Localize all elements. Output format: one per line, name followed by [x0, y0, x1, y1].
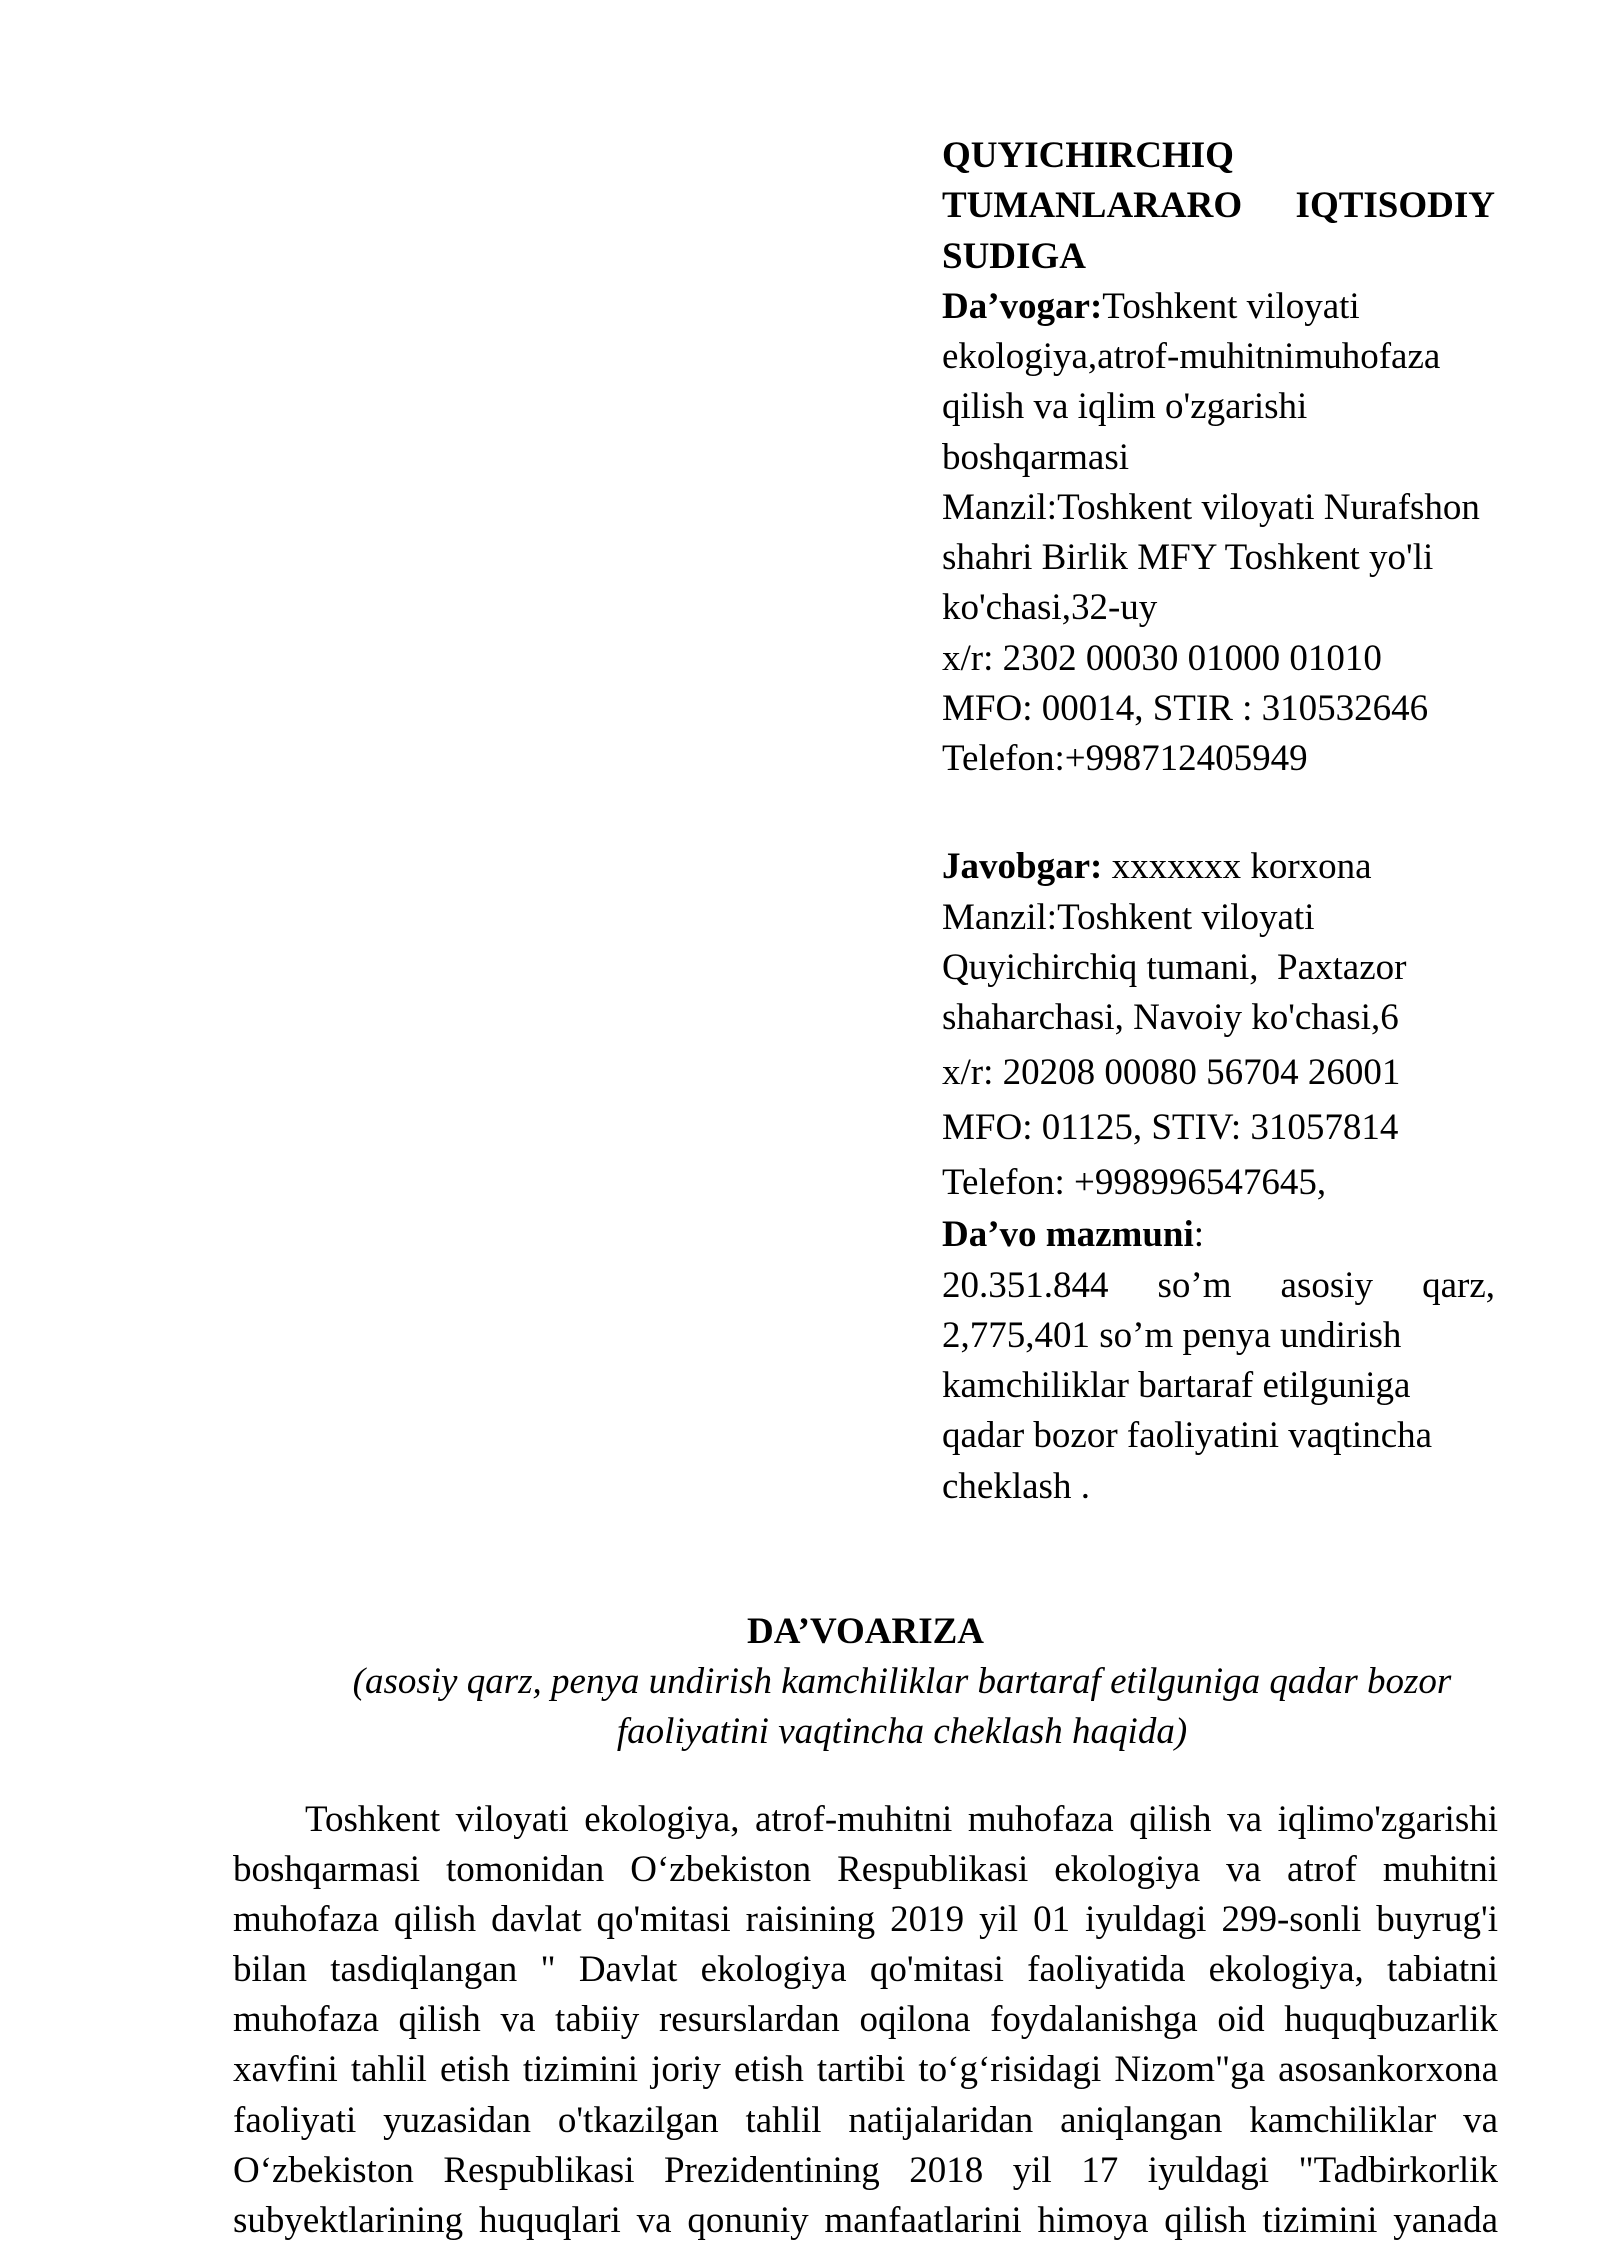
- plaintiff-name-line: boshqarmasi: [942, 436, 1130, 478]
- defendant-address-line: Quyichirchiq tumani, Paxtazor: [942, 946, 1407, 988]
- body-line: O‘zbekiston Respublikasi Prezidentining 2018 yil 17 iyuldagi "Tadbirkorlik: [233, 2149, 1498, 2191]
- subtitle-line: (asosiy qarz, penya undirish kamchiliklar bartaraf etilguniga qadar bozor: [352, 1661, 1452, 1702]
- plaintiff-address-line: shahri Birlik MFY Toshkent yo'li: [942, 537, 1434, 578]
- body-line: bilan tasdiqlangan " Davlat ekologiya qo'mitasi faoliyatida ekologiya, tabiatni: [233, 1949, 1498, 1991]
- body-paragraph: [233, 1795, 1498, 2246]
- claim-subject-label: Da’vo mazmuni: [942, 1214, 1194, 1256]
- plaintiff-name: Toshkent viloyati: [1102, 285, 1360, 327]
- defendant-name: xxxxxxx korxona: [1111, 846, 1372, 888]
- defendant-address-line: shaharchasi, Navoiy ko'chasi,6: [942, 997, 1399, 1038]
- body-line: boshqarmasi tomonidan O‘zbekiston Respublikasi ekologiya va atrof muhitni: [233, 1849, 1498, 1891]
- addressee-block: [942, 131, 1495, 1512]
- court-name-line: SUDIGA: [942, 235, 1086, 277]
- defendant-account: x/r: 20208 00080 56704 26001: [942, 1052, 1401, 1094]
- defendant-phone: Telefon: +998996547645,: [942, 1162, 1327, 1204]
- plaintiff-name-line: qilish va iqlim o'zgarishi: [942, 386, 1308, 428]
- plaintiff-name-line: ekologiya,atrof-muhitnimuhofaza: [942, 336, 1441, 377]
- subtitle-line: faoliyatini vaqtincha cheklash haqida): [616, 1711, 1188, 1752]
- claim-subject-line: cheklash .: [942, 1465, 1090, 1507]
- plaintiff-bank-ids: MFO: 00014, STIR : 310532646: [942, 687, 1429, 729]
- body-line: faoliyati yuzasidan o'tkazilgan tahlil natijalaridan aniqlangan kamchiliklar va: [233, 2099, 1498, 2141]
- claim-subject-line: 2,775,401 so’m penya undirish: [942, 1314, 1402, 1356]
- claim-subject-line: qadar bozor faoliyatini vaqtincha: [942, 1415, 1433, 1457]
- defendant-bank-ids: MFO: 01125, STIV: 31057814: [942, 1107, 1399, 1149]
- plaintiff-line: [942, 282, 1495, 332]
- claim-subject-heading: [942, 1210, 1495, 1260]
- defendant-label: Javobgar:: [942, 846, 1103, 888]
- plaintiff-account: x/r: 2302 00030 01000 01010: [942, 637, 1382, 679]
- claim-subject-label-suffix: :: [1193, 1214, 1205, 1256]
- document-subtitle: [306, 1657, 1498, 1757]
- plaintiff-address-line: ko'chasi,32-uy: [942, 587, 1158, 629]
- plaintiff-label: Da’vogar:: [942, 285, 1103, 327]
- defendant-address-line: Manzil:Toshkent viloyati: [942, 896, 1315, 938]
- claim-subject-line: kamchiliklar bartaraf etilguniga: [942, 1365, 1411, 1406]
- plaintiff-phone: Telefon:+998712405949: [942, 738, 1308, 779]
- claim-subject-line: 20.351.844 so’m asosiy qarz,: [942, 1264, 1495, 1306]
- body-line: muhofaza qilish davlat qo'mitasi raisining 2019 yil 01 iyuldagi 299-sonli buyrug'i: [233, 1899, 1498, 1941]
- plaintiff-address-line: Manzil:Toshkent viloyati Nurafshon: [942, 486, 1480, 528]
- court-name-line: TUMANLARARO IQTISODIY: [942, 185, 1495, 227]
- defendant-line: [942, 842, 1495, 892]
- body-line: muhofaza qilish va tabiiy resurslardan oqilona foydalanishga oid huquqbuzarlik: [233, 1999, 1498, 2041]
- court-name-line: QUYICHIRCHIQ: [942, 135, 1234, 176]
- body-line: subyektlarining huquqlari va qonuniy manfaatlarini himoya qilish tizimini yanada: [233, 2199, 1498, 2241]
- body-line: Toshkent viloyati ekologiya, atrof-muhitni muhofaza qilish va iqlimo'zgarishi: [305, 1799, 1498, 1840]
- document-title: DA’VOARIZA: [746, 1611, 984, 1652]
- body-line: xavfini tahlil etish tizimini joriy etish tartibi to‘g‘risidagi Nizom"ga asosankorxona: [233, 2049, 1498, 2091]
